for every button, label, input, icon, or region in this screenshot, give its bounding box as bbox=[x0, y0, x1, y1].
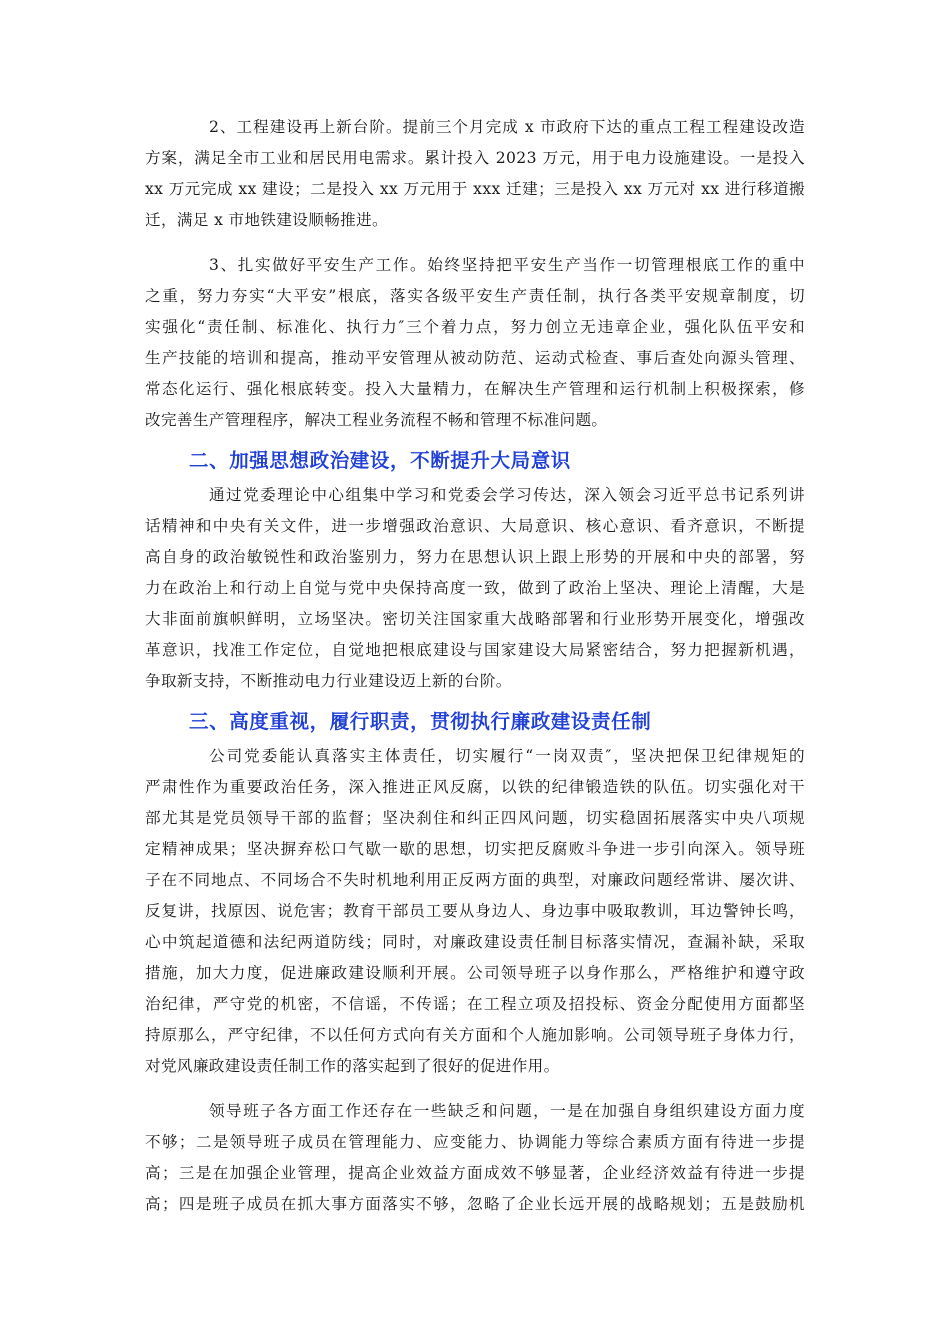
text-line: 3、扎实做好平安生产工作。始终坚持把平安生产当作一切管理根底工作的重中 bbox=[209, 256, 805, 274]
text-line: 力在政治上和行动上自觉与党中央保持高度一致，做到了政治上坚决、理论上清醒，大是 bbox=[145, 579, 805, 597]
text-line: 高；四是班子成员在抓大事方面落实不够，忽略了企业长远开展的战略规划；五是鼓励机 bbox=[145, 1195, 805, 1213]
text-line: 不够；二是领导班子成员在管理能力、应变能力、协调能力等综合素质方面有待进一步提 bbox=[145, 1133, 805, 1151]
text-line: 之重，努力夯实“大平安”根底，落实各级平安生产责任制，执行各类平安规章制度，切 bbox=[145, 287, 805, 305]
document-page bbox=[145, 112, 805, 1220]
text-line: 大非面前旗帜鲜明，立场坚决。密切关注国家重大战略部署和行业形势开展变化，增强改 bbox=[145, 610, 805, 628]
text-line: 措施，加大力度，促进廉政建设顺利开展。公司领导班子以身作那么，严格维护和遵守政 bbox=[145, 964, 805, 982]
text-line: 通过党委理论中心组集中学习和党委会学习传达，深入领会习近平总书记系列讲 bbox=[209, 486, 805, 504]
text-line: 2、工程建设再上新台阶。提前三个月完成 x 市政府下达的重点工程工程建设改造 bbox=[209, 118, 805, 136]
text-line: 反复讲，找原因、说危害；教育干部员工要从身边人、身边事中吸取教训，耳边警钟长鸣， bbox=[145, 902, 805, 920]
text-line: 实强化“责任制、标准化、执行力″三个着力点，努力创立无违章企业，强化队伍平安和 bbox=[145, 318, 805, 336]
text-line: 常态化运行、强化根底转变。投入大量精力，在解决生产管理和运行机制上积极探索，修 bbox=[145, 380, 805, 398]
text-line: 对党风廉政建设责任制工作的落实起到了很好的促进作用。 bbox=[145, 1057, 560, 1075]
text-line: 心中筑起道德和法纪两道防线；同时，对廉政建设责任制目标落实情况，查漏补缺，采取 bbox=[145, 933, 805, 951]
text-line: 方案，满足全市工业和居民用电需求。累计投入 2023 万元，用于电力设施建设。一是投入 bbox=[145, 149, 805, 167]
paragraph-safety bbox=[145, 250, 805, 436]
text-line: 严肃性作为重要政治任务，深入推进正风反腐，以铁的纪律锻造铁的队伍。切实强化对干 bbox=[145, 778, 805, 796]
text-line: 子在不同地点、不同场合不失时机地利用正反两方面的典型，对廉政问题经常讲、屡次讲、 bbox=[145, 871, 805, 889]
text-line: xx 万元完成 xx 建设；二是投入 xx 万元用于 xxx 迁建；三是投入 xx 万元对 xx 进行移道搬 bbox=[145, 180, 805, 198]
section-heading-political: 二、加强思想政治建设，不断提升大局意识 bbox=[189, 449, 571, 472]
section-heading-integrity: 三、高度重视，履行职责，贯彻执行廉政建设责任制 bbox=[189, 710, 652, 733]
text-line: 高自身的政治敏锐性和政治鉴别力，努力在思想认识上跟上形势的开展和中央的部署，努 bbox=[145, 548, 805, 566]
text-line: 公司党委能认真落实主体责任，切实履行“一岗双责″，坚决把保卫纪律规矩的 bbox=[209, 747, 805, 765]
paragraph-shortcomings bbox=[145, 1096, 805, 1220]
paragraph-political bbox=[145, 480, 805, 697]
text-line: 部尤其是党员领导干部的监督；坚决刹住和纠正四风问题，切实稳固拓展落实中央八项规 bbox=[145, 809, 805, 827]
text-line: 改完善生产管理程序，解决工程业务流程不畅和管理不标准问题。 bbox=[145, 411, 608, 429]
text-line: 生产技能的培训和提高，推动平安管理从被动防范、运动式检查、事后查处向源头管理、 bbox=[145, 349, 805, 367]
text-line: 话精神和中央有关文件，进一步增强政治意识、大局意识、核心意识、看齐意识，不断提 bbox=[145, 517, 805, 535]
text-line: 治纪律，严守党的机密，不信谣，不传谣；在工程立项及招投标、资金分配使用方面都坚 bbox=[145, 995, 805, 1013]
text-line: 高；三是在加强企业管理，提高企业效益方面成效不够显著，企业经济效益有待进一步提 bbox=[145, 1164, 805, 1182]
text-line: 争取新支持，不断推动电力行业建设迈上新的台阶。 bbox=[145, 672, 512, 690]
text-line: 革意识，找准工作定位，自觉地把根底建设与国家建设大局紧密结合，努力把握新机遇， bbox=[145, 641, 805, 659]
text-line: 定精神成果；坚决摒弃松口气歇一歇的思想，切实把反腐败斗争进一步引向深入。领导班 bbox=[145, 840, 805, 858]
text-line: 迁，满足 x 市地铁建设顺畅推进。 bbox=[145, 211, 388, 229]
paragraph-engineering bbox=[145, 112, 805, 236]
text-line: 持原那么，严守纪律，不以任何方式向有关方面和个人施加影响。公司领导班子身体力行， bbox=[145, 1026, 805, 1044]
text-line: 领导班子各方面工作还存在一些缺乏和问题，一是在加强自身组织建设方面力度 bbox=[209, 1102, 805, 1120]
paragraph-integrity bbox=[145, 741, 805, 1082]
